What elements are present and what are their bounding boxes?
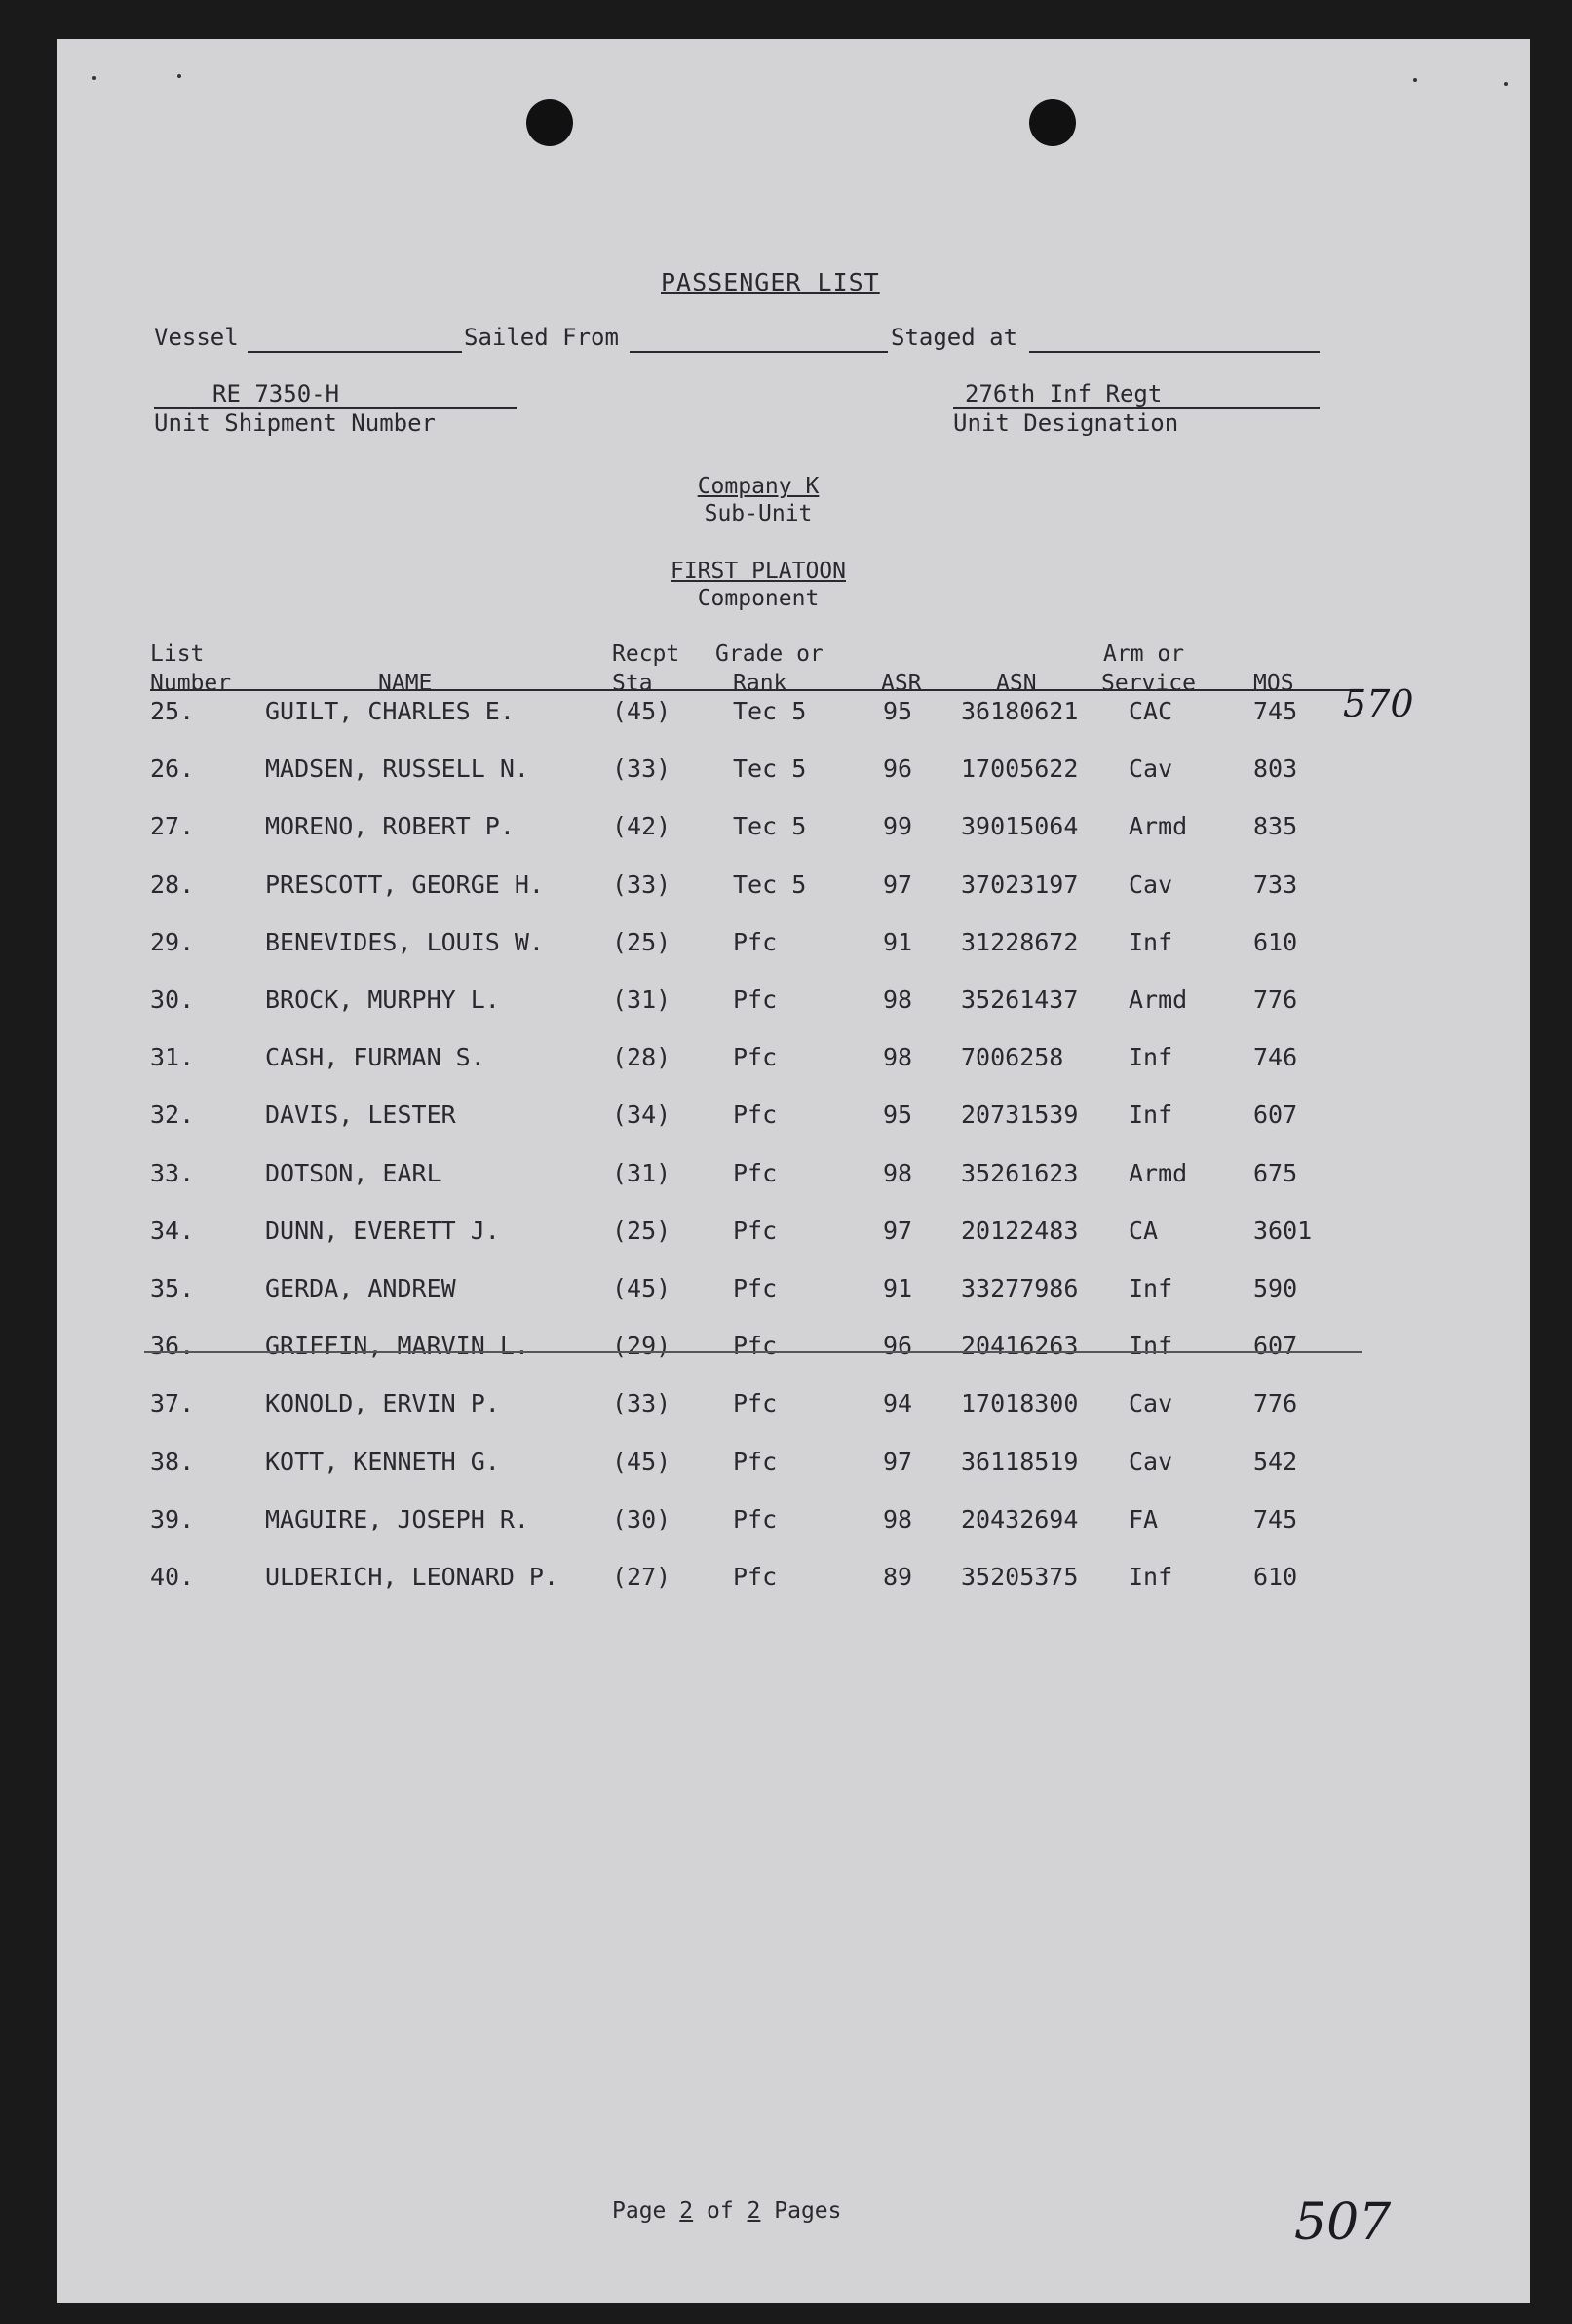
asn-cell: 35205375 [961,1563,1079,1591]
component-block [641,558,875,612]
paper-speck [177,74,181,78]
mos-cell: 607 [1253,1101,1298,1129]
table-row [57,697,1530,736]
table-row [57,1448,1530,1487]
header-mos: MOS [1253,671,1294,696]
footer-prefix: Page [612,2198,667,2224]
table-row [57,871,1530,910]
header-asn: ASN [996,671,1037,696]
punch-hole-left [526,99,573,146]
asn-cell: 20731539 [961,1101,1079,1129]
grade-cell: Pfc [733,1101,778,1129]
mos-cell: 675 [1253,1159,1298,1187]
arm-service-cell: Inf [1129,1274,1173,1302]
sailed-from-label: Sailed From [464,324,619,351]
asr-cell: 97 [883,1448,913,1476]
recpt-sta-cell: (31) [612,1159,671,1187]
name-cell: GERDA, ANDREW [265,1274,456,1302]
name-cell: KOTT, KENNETH G. [265,1448,500,1476]
sub-unit-label: Sub-Unit [704,501,813,526]
name-cell: GUILT, CHARLES E. [265,697,515,725]
header-recpt-sta: Recpt Sta [612,641,680,696]
table-row [57,1332,1530,1371]
list-number-cell: 31. [150,1043,195,1071]
footer-suffix: Pages [774,2198,842,2224]
asr-cell: 97 [883,1217,913,1245]
table-row [57,928,1530,967]
grade-cell: Pfc [733,928,778,956]
document-title: PASSENGER LIST [661,268,880,296]
name-cell: GRIFFIN, MARVIN L. [265,1332,529,1360]
vessel-blank [248,351,462,353]
mos-cell: 610 [1253,1563,1298,1591]
list-number-cell: 38. [150,1448,195,1476]
mos-cell: 542 [1253,1448,1298,1476]
grade-cell: Pfc [733,1159,778,1187]
asn-cell: 20122483 [961,1217,1079,1245]
name-cell: DAVIS, LESTER [265,1101,456,1129]
name-cell: CASH, FURMAN S. [265,1043,485,1071]
unit-shipment-number-label: Unit Shipment Number [154,409,436,437]
list-number-cell: 39. [150,1505,195,1533]
list-number-cell: 30. [150,986,195,1014]
asn-cell: 31228672 [961,928,1079,956]
recpt-sta-cell: (42) [612,812,671,840]
grade-cell: Tec 5 [733,812,807,840]
mos-cell: 733 [1253,871,1298,899]
document-page [57,39,1530,2303]
asr-cell: 96 [883,1332,913,1360]
recpt-sta-cell: (30) [612,1505,671,1533]
table-row [57,812,1530,851]
recpt-sta-cell: (34) [612,1101,671,1129]
footer-of: of [706,2198,734,2224]
unit-designation-label: Unit Designation [953,409,1179,437]
header-rule [150,689,1361,691]
name-cell: ULDERICH, LEONARD P. [265,1563,559,1591]
arm-service-cell: Cav [1129,755,1173,783]
table-row [57,755,1530,794]
paper-speck [1504,82,1508,86]
asn-cell: 37023197 [961,871,1079,899]
name-cell: BROCK, MURPHY L. [265,986,500,1014]
asr-cell: 98 [883,986,913,1014]
name-cell: MADSEN, RUSSELL N. [265,755,529,783]
header-list-number: List Number [150,641,232,696]
mos-cell: 803 [1253,755,1298,783]
arm-service-cell: Inf [1129,1043,1173,1071]
recpt-sta-cell: (33) [612,871,671,899]
mos-cell: 776 [1253,986,1298,1014]
paper-speck [92,76,96,80]
vessel-label: Vessel [154,324,239,351]
table-row [57,1563,1530,1602]
list-number-cell: 34. [150,1217,195,1245]
footer-page: 2 [679,2198,694,2224]
asn-cell: 7006258 [961,1043,1064,1071]
list-number-cell: 25. [150,697,195,725]
name-cell: BENEVIDES, LOUIS W. [265,928,544,956]
asr-cell: 99 [883,812,913,840]
asn-cell: 17018300 [961,1389,1079,1417]
asn-cell: 20416263 [961,1332,1079,1360]
arm-service-cell: Cav [1129,1389,1173,1417]
mos-cell: 745 [1253,1505,1298,1533]
header-grade-rank: Grade or Rank [715,641,824,696]
asr-cell: 91 [883,928,913,956]
recpt-sta-cell: (25) [612,1217,671,1245]
mos-cell: 746 [1253,1043,1298,1071]
table-row [57,1043,1530,1082]
grade-cell: Pfc [733,1043,778,1071]
asn-cell: 36180621 [961,697,1079,725]
arm-service-cell: CA [1129,1217,1159,1245]
arm-service-cell: Inf [1129,1563,1173,1591]
list-number-cell: 32. [150,1101,195,1129]
strikethrough-line [144,1351,1362,1353]
sub-unit-value: Company K [697,474,820,499]
asr-cell: 91 [883,1274,913,1302]
arm-service-cell: Cav [1129,871,1173,899]
asr-cell: 94 [883,1389,913,1417]
list-number-cell: 29. [150,928,195,956]
recpt-sta-cell: (29) [612,1332,671,1360]
recpt-sta-cell: (33) [612,1389,671,1417]
grade-cell: Pfc [733,1389,778,1417]
recpt-sta-cell: (33) [612,755,671,783]
name-cell: PRESCOTT, GEORGE H. [265,871,544,899]
arm-service-cell: Inf [1129,1332,1173,1360]
recpt-sta-cell: (25) [612,928,671,956]
table-row [57,1217,1530,1256]
list-number-cell: 35. [150,1274,195,1302]
asn-cell: 35261623 [961,1159,1079,1187]
handwritten-side-number: 570 [1343,682,1414,725]
staged-at-blank [1029,351,1320,353]
mos-cell: 835 [1253,812,1298,840]
table-row [57,1101,1530,1140]
name-cell: MAGUIRE, JOSEPH R. [265,1505,529,1533]
mos-cell: 3601 [1253,1217,1313,1245]
mos-cell: 590 [1253,1274,1298,1302]
punch-hole-right [1029,99,1076,146]
grade-cell: Pfc [733,1505,778,1533]
table-row [57,986,1530,1025]
sailed-from-blank [630,351,888,353]
recpt-sta-cell: (27) [612,1563,671,1591]
asn-cell: 17005622 [961,755,1079,783]
unit-shipment-number: RE 7350-H [212,380,340,407]
recpt-sta-cell: (45) [612,1274,671,1302]
list-number-cell: 26. [150,755,195,783]
grade-cell: Pfc [733,1332,778,1360]
page-footer [612,2198,842,2224]
mos-cell: 776 [1253,1389,1298,1417]
handwritten-bottom-number: 507 [1294,2193,1392,2252]
table-row [57,1505,1530,1544]
arm-service-cell: Cav [1129,1448,1173,1476]
grade-cell: Pfc [733,986,778,1014]
grade-cell: Pfc [733,1563,778,1591]
asn-cell: 33277986 [961,1274,1079,1302]
header-arm-service: Arm or Service [1101,641,1196,696]
component-value: FIRST PLATOON [670,559,846,584]
recpt-sta-cell: (45) [612,1448,671,1476]
mos-cell: 610 [1253,928,1298,956]
table-row [57,1274,1530,1313]
arm-service-cell: Inf [1129,1101,1173,1129]
table-row [57,1389,1530,1428]
component-label: Component [697,586,820,611]
grade-cell: Pfc [733,1274,778,1302]
recpt-sta-cell: (31) [612,986,671,1014]
grade-cell: Tec 5 [733,871,807,899]
asn-cell: 39015064 [961,812,1079,840]
asr-cell: 96 [883,755,913,783]
mos-cell: 745 [1253,697,1298,725]
asr-cell: 95 [883,697,913,725]
asr-cell: 95 [883,1101,913,1129]
asr-cell: 89 [883,1563,913,1591]
asn-cell: 35261437 [961,986,1079,1014]
staged-at-label: Staged at [891,324,1018,351]
header-asr: ASR [881,671,922,696]
recpt-sta-cell: (28) [612,1043,671,1071]
list-number-cell: 37. [150,1389,195,1417]
recpt-sta-cell: (45) [612,697,671,725]
sub-unit-block [661,473,856,527]
paper-speck [1413,78,1417,82]
table-row [57,1159,1530,1198]
list-number-cell: 33. [150,1159,195,1187]
arm-service-cell: Armd [1129,812,1188,840]
list-number-cell: 28. [150,871,195,899]
name-cell: DOTSON, EARL [265,1159,441,1187]
asn-cell: 20432694 [961,1505,1079,1533]
grade-cell: Tec 5 [733,755,807,783]
arm-service-cell: FA [1129,1505,1159,1533]
name-cell: MORENO, ROBERT P. [265,812,515,840]
list-number-cell: 27. [150,812,195,840]
grade-cell: Pfc [733,1217,778,1245]
name-cell: KONOLD, ERVIN P. [265,1389,500,1417]
asr-cell: 97 [883,871,913,899]
asn-cell: 36118519 [961,1448,1079,1476]
header-name: NAME [378,671,433,696]
list-number-cell: 36. [150,1332,195,1360]
grade-cell: Tec 5 [733,697,807,725]
arm-service-cell: CAC [1129,697,1173,725]
arm-service-cell: Armd [1129,986,1188,1014]
list-number-cell: 40. [150,1563,195,1591]
asr-cell: 98 [883,1043,913,1071]
asr-cell: 98 [883,1505,913,1533]
footer-total: 2 [747,2198,761,2224]
arm-service-cell: Armd [1129,1159,1188,1187]
grade-cell: Pfc [733,1448,778,1476]
arm-service-cell: Inf [1129,928,1173,956]
name-cell: DUNN, EVERETT J. [265,1217,500,1245]
unit-designation: 276th Inf Regt [965,380,1163,407]
asr-cell: 98 [883,1159,913,1187]
mos-cell: 607 [1253,1332,1298,1360]
